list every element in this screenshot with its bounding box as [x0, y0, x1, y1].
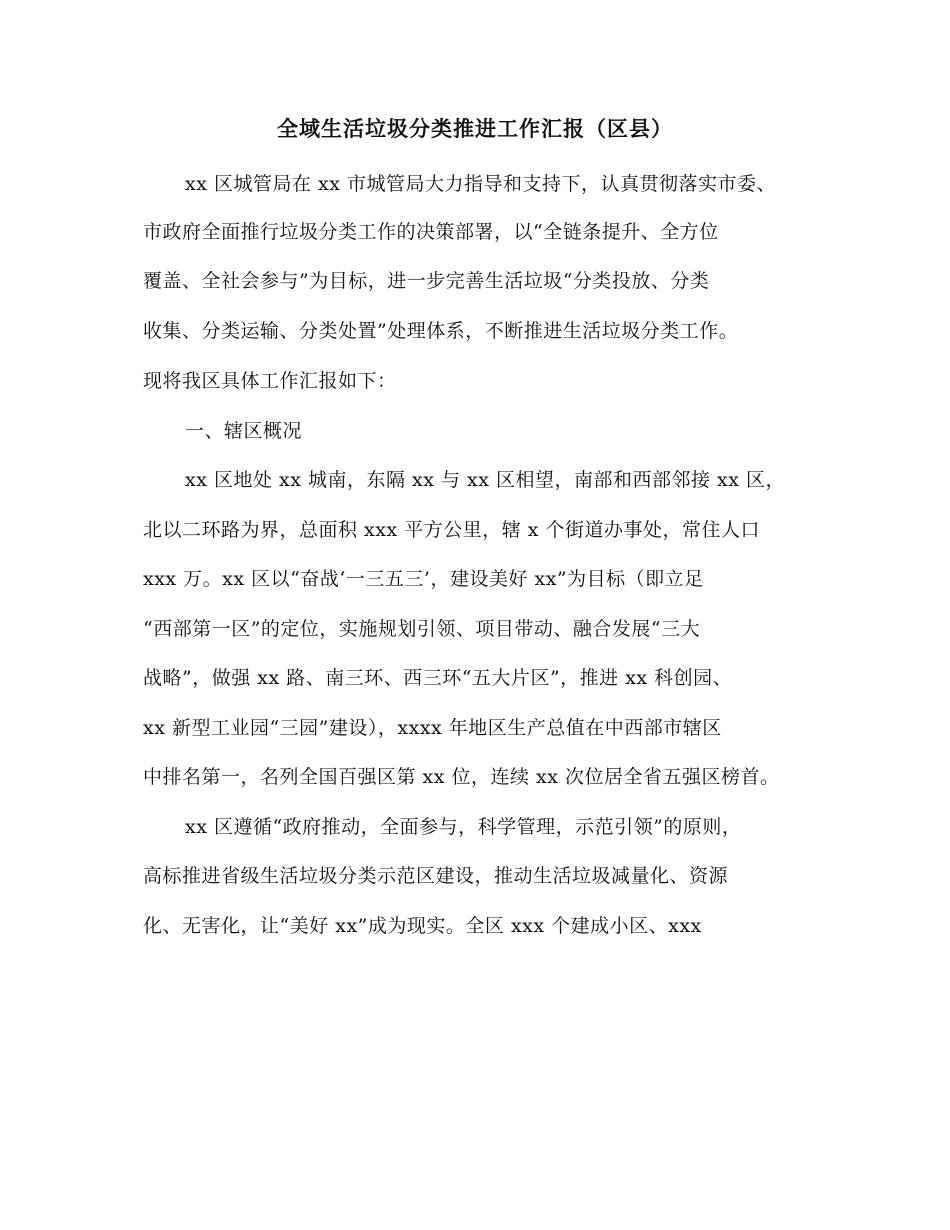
paragraph-line: 北以二环路为界，总面积 xxx 平方公里，辖 x 个街道办事处，常住人口: [143, 519, 761, 541]
section-heading: 一、辖区概况: [185, 420, 303, 442]
paragraph-line: 覆盖、全社会参与”为目标，进一步完善生活垃圾“分类投放、分类: [143, 270, 710, 292]
paragraph-line: 收集、分类运输、分类处置”处理体系，不断推进生活垃圾分类工作。: [143, 320, 739, 342]
paragraph-line: 中排名第一，名列全国百强区第 xx 位，连续 xx 次位居全省五强区榜首。: [143, 766, 780, 788]
paragraph-line: “西部第一区”的定位，实施规划引领、项目带动、融合发展“三大: [143, 618, 701, 640]
paragraph-line: 化、无害化，让“美好 xx”成为现实。全区 xxx 个建成小区、xxx: [143, 915, 702, 937]
paragraph-line: xx 新型工业园“三园”建设），xxxx 年地区生产总值在中西部市辖区: [143, 717, 722, 739]
paragraph-line: xx 区地处 xx 城南，东隔 xx 与 xx 区相望，南部和西部邻接 xx 区，: [185, 469, 786, 491]
paragraph-line: 高标推进省级生活垃圾分类示范区建设，推动生活垃圾减量化、资源: [143, 865, 729, 887]
paragraph-line: 市政府全面推行垃圾分类工作的决策部署，以“全链条提升、全方位: [143, 221, 719, 243]
paragraph-line: xx 区遵循“政府推动，全面参与，科学管理，示范引领”的原则，: [185, 816, 742, 838]
document-title: 全域生活垃圾分类推进工作汇报（区县）: [277, 116, 673, 141]
paragraph-line: 战略”，做强 xx 路、南三环、西三环“五大片区”，推进 xx 科创园、: [143, 667, 733, 689]
paragraph-line: xxx 万。xx 区以“奋战‘一三五三’，建设美好 xx”为目标（即立足: [143, 568, 704, 590]
paragraph-line: xx 区城管局在 xx 市城管局大力指导和支持下，认真贯彻落实市委、: [185, 173, 776, 195]
paragraph-line: 现将我区具体工作汇报如下：: [143, 370, 397, 392]
